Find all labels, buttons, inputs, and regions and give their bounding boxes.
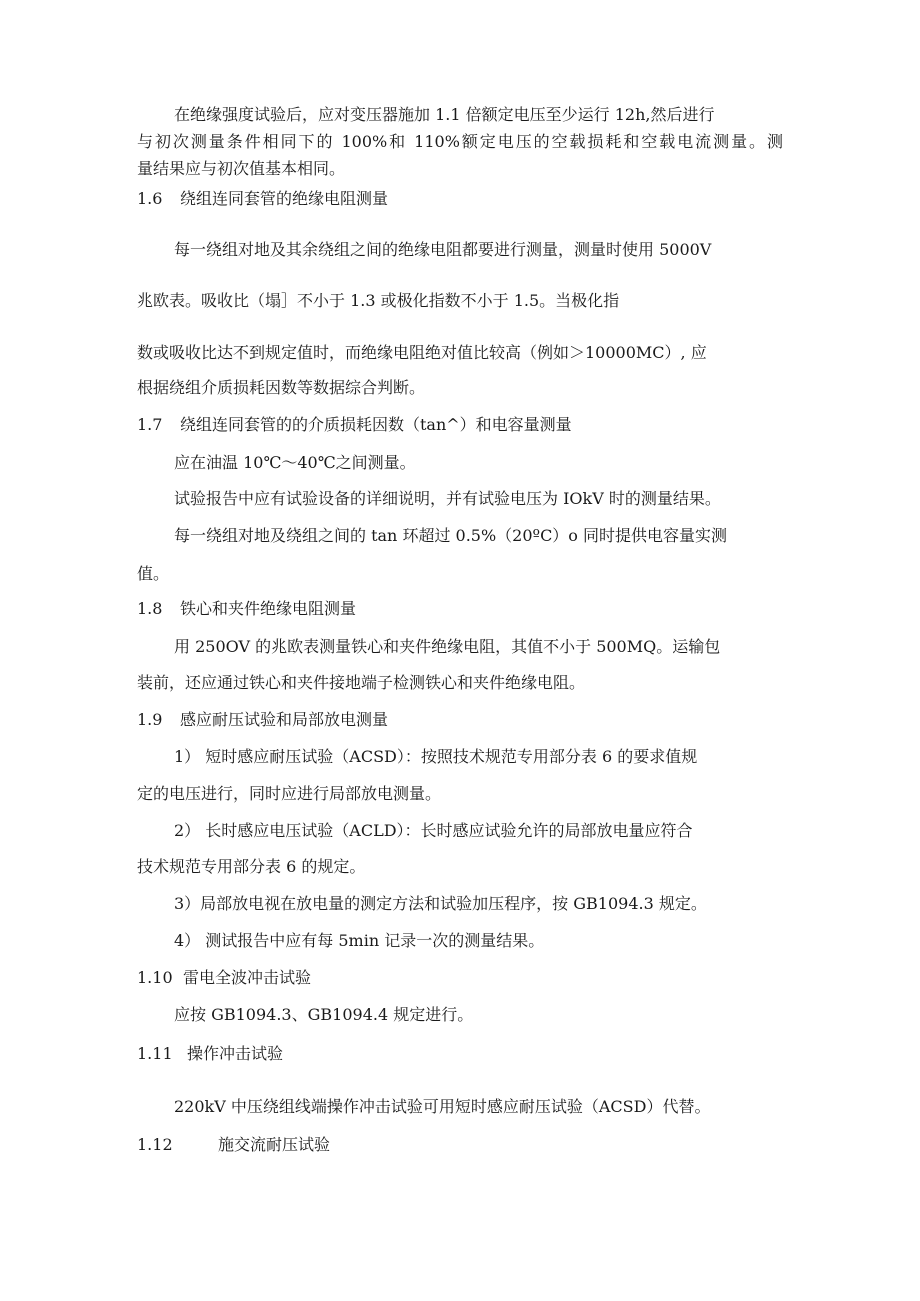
section-number: 1.8	[137, 599, 163, 618]
section-title: 感应耐压试验和局部放电测量	[180, 710, 389, 729]
paragraph-line: 数或吸收比达不到规定值时，而绝缘电阻绝对值比较高（例如＞10000MC）, 应	[137, 343, 707, 362]
section-title: 铁心和夹件绝缘电阻测量	[180, 599, 357, 618]
section-title: 绕组连同套管的绝缘电阻测量	[180, 189, 389, 208]
section-heading-1-7	[137, 414, 572, 436]
paragraph-line: 用 250OV 的兆欧表测量铁心和夹件绝缘电阻，其值不小于 500MQ。运输包	[174, 637, 721, 656]
paragraph-line: 220kV 中压绕组线端操作冲击试验可用短时感应耐压试验（ACSD）代替。	[174, 1097, 711, 1116]
section-number: 1.6	[137, 189, 163, 208]
paragraph-line: 每一绕组对地及绕组之间的 tan 环超过 0.5%（20ºC）o 同时提供电容量实测	[174, 526, 728, 545]
section-number: 1.12	[137, 1135, 173, 1154]
section-number: 1.9	[137, 710, 163, 729]
section-heading-1-9	[137, 709, 388, 731]
section-number: 1.7	[137, 415, 163, 434]
list-item-line: 技术规范专用部分表 6 的规定。	[137, 857, 366, 876]
list-item-line: 2） 长时感应电压试验（ACLD）：长时感应试验允许的局部放电量应符合	[174, 821, 693, 840]
list-item-line: 定的电压进行，同时应进行局部放电测量。	[137, 784, 442, 803]
paragraph-line: 应按 GB1094.3、GB1094.4 规定进行。	[174, 1005, 474, 1024]
section-heading-1-8	[137, 598, 356, 620]
section-heading-1-10	[137, 967, 311, 989]
paragraph-line: 每一绕组对地及其余绕组之间的绝缘电阻都要进行测量，测量时使用 5000V	[174, 240, 712, 259]
paragraph-line: 试验报告中应有试验设备的详细说明，并有试验电压为 IOkV 时的测量结果。	[174, 489, 721, 508]
paragraph-line: 根据绕组介质损耗因数等数据综合判断。	[137, 378, 426, 397]
paragraph-line: 装前，还应通过铁心和夹件接地端子检测铁心和夹件绝缘电阻。	[137, 673, 586, 692]
section-heading-1-12	[137, 1134, 330, 1156]
list-item-line: 4） 测试报告中应有每 5min 记录一次的测量结果。	[174, 931, 545, 950]
section-heading-1-6	[137, 188, 388, 210]
section-number: 1.10	[137, 968, 173, 987]
paragraph-line: 应在油温 10℃～40℃之间测量。	[174, 453, 416, 472]
list-item-line: 1） 短时感应耐压试验（ACSD）：按照技术规范专用部分表 6 的要求值规	[174, 747, 698, 766]
paragraph-line: 在绝缘强度试验后，应对变压器施加 1.1 倍额定电压至少运行 12h,然后进行	[174, 105, 715, 124]
section-heading-1-11	[137, 1043, 283, 1065]
section-number: 1.11	[137, 1044, 173, 1063]
section-title: 雷电全波冲击试验	[183, 968, 312, 987]
section-title: 操作冲击试验	[187, 1044, 284, 1063]
list-item-line: 3）局部放电视在放电量的测定方法和试验加压程序，按 GB1094.3 规定。	[174, 894, 707, 913]
paragraph-line: 与初次测量条件相同下的 100%和 110%额定电压的空载损耗和空载电流测量。测	[137, 132, 783, 151]
paragraph-line: 值。	[137, 564, 170, 583]
paragraph-line: 量结果应与初次值基本相同。	[137, 159, 346, 178]
section-title: 绕组连同套管的的介质损耗因数（tan^）和电容量测量	[180, 415, 572, 434]
section-title: 施交流耐压试验	[218, 1135, 331, 1154]
paragraph-line: 兆欧表。吸收比（塌］不小于 1.3 或极化指数不小于 1.5。当极化指	[137, 291, 620, 310]
